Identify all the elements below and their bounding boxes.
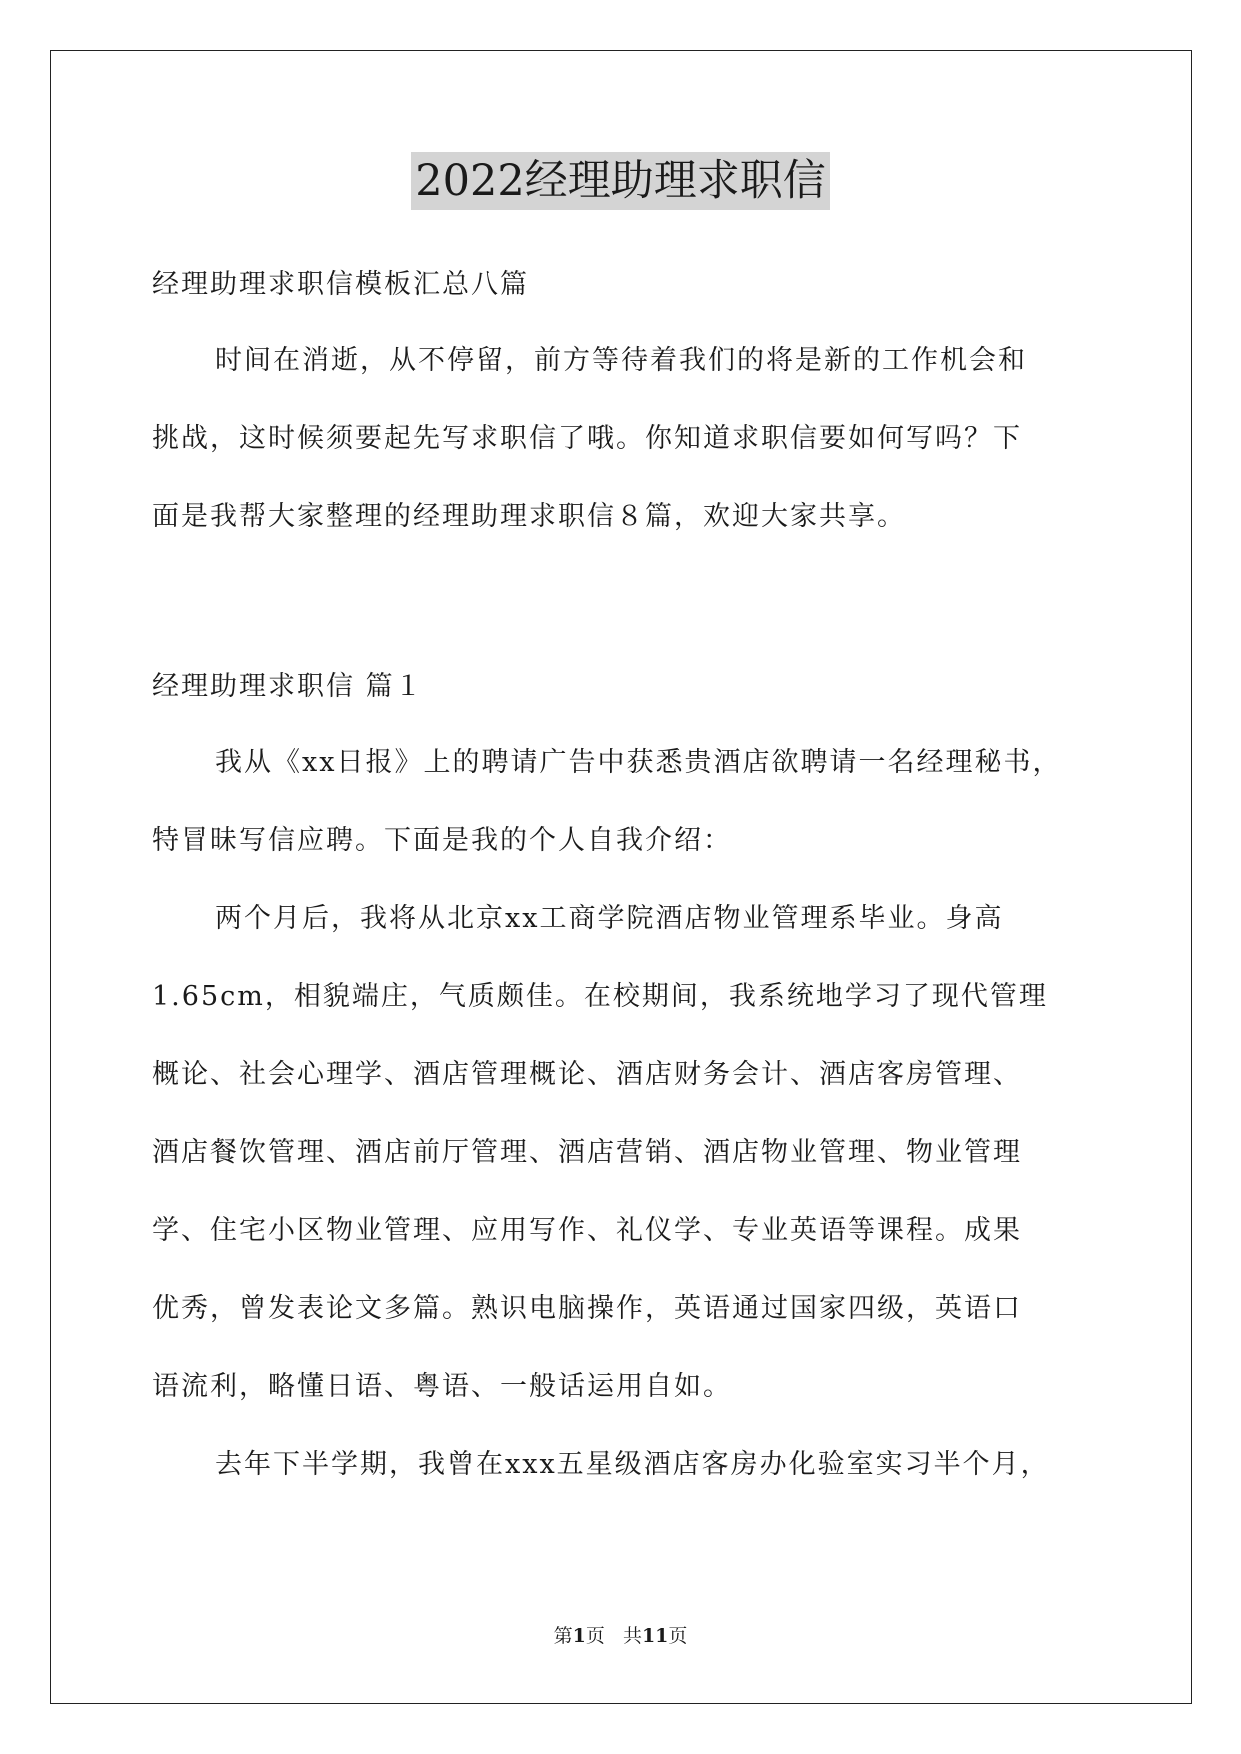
body-line: 我从《xx日报》上的聘请广告中获悉贵酒店欲聘请一名经理秘书， — [215, 747, 1062, 778]
body-line: 概论、社会心理学、酒店管理概论、酒店财务会计、酒店客房管理、 — [152, 1059, 1022, 1090]
document-title-text: 2022经理助理求职信 — [411, 152, 829, 210]
total-pages: 11 — [641, 1625, 669, 1647]
body-line: 两个月后，我将从北京xx工商学院酒店物业管理系毕业。身高 — [215, 903, 1004, 934]
intro-line: 时间在消逝，从不停留，前方等待着我们的将是新的工作机会和 — [215, 345, 1027, 376]
body-line: 学、住宅小区物业管理、应用写作、礼仪学、专业英语等课程。成果 — [152, 1215, 1022, 1246]
page-footer — [0, 1623, 1241, 1649]
page-mid: 页 共 — [585, 1625, 642, 1647]
section-heading: 经理助理求职信 篇１ — [152, 671, 424, 702]
body-line: 1.65cm，相貌端庄，气质颇佳。在校期间，我系统地学习了现代管理 — [152, 981, 1048, 1012]
body-line: 特冒昧写信应聘。下面是我的个人自我介绍： — [152, 825, 732, 856]
body-line: 酒店餐饮管理、酒店前厅管理、酒店营销、酒店物业管理、物业管理 — [152, 1137, 1022, 1168]
intro-line: 挑战，这时候须要起先写求职信了哦。你知道求职信要如何写吗？下 — [152, 423, 1022, 454]
page-prefix: 第 — [553, 1625, 573, 1647]
document-subtitle: 经理助理求职信模板汇总八篇 — [152, 269, 529, 300]
page-suffix: 页 — [668, 1625, 688, 1647]
body-line: 优秀，曾发表论文多篇。熟识电脑操作，英语通过国家四级，英语口 — [152, 1293, 1022, 1324]
intro-line: 面是我帮大家整理的经理助理求职信８篇，欢迎大家共享。 — [152, 501, 906, 532]
page-number: 1 — [572, 1625, 586, 1647]
document-title — [0, 152, 1241, 210]
body-line: 去年下半学期，我曾在xxx五星级酒店客房办化验室实习半个月， — [215, 1449, 1050, 1480]
body-line: 语流利，略懂日语、粤语、一般话运用自如。 — [152, 1371, 732, 1402]
